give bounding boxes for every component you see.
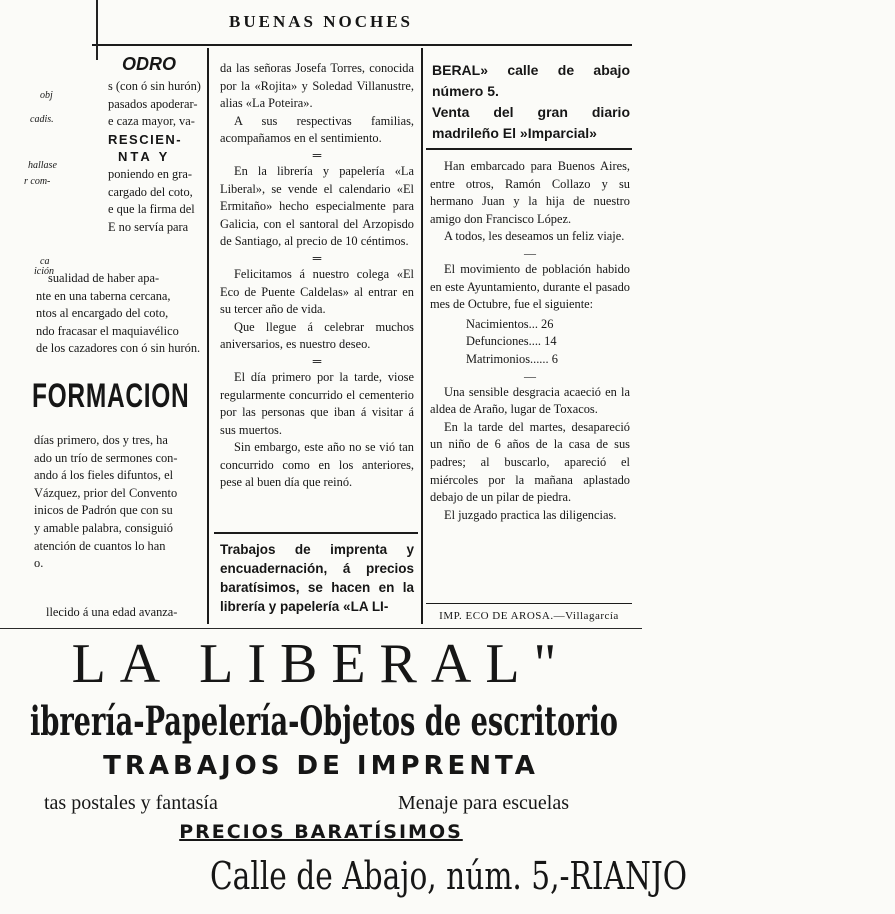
stat-label: Defunciones....: [466, 334, 542, 349]
advert-subtitle: ibrería-Papelería-Objetos de escritorio: [30, 698, 618, 745]
text-line: días primero, dos y tres, ha: [34, 433, 168, 447]
col1-block-c: [34, 432, 204, 573]
column-3: [430, 158, 630, 524]
col1-heading-informacion: [32, 376, 208, 416]
col2-ad-rule: [214, 532, 418, 534]
text-line: pasados apoderar-: [108, 96, 198, 111]
column-2: [220, 60, 414, 492]
stat-row: [430, 316, 630, 334]
text-line: nte en una taberna cercana,: [36, 288, 171, 303]
separator: ═: [312, 250, 322, 265]
advert-address-box: [210, 852, 688, 902]
margin-note: hallase: [28, 160, 57, 171]
text-line: ando á los fieles difuntos, el: [34, 468, 174, 483]
advert-address: Calle de Abajo, núm. 5,-RIANJO: [210, 854, 688, 898]
margin-note: ición: [34, 266, 54, 277]
text-line: o.: [34, 556, 44, 571]
paragraph: A todos, les deseamos un feliz viaje.: [444, 229, 625, 244]
stat-value: 14: [544, 334, 557, 349]
column-divider-2: [421, 48, 423, 624]
advert-postales: tas postales y fantasía: [44, 792, 218, 814]
separator: —: [524, 245, 536, 260]
text-line: NTA Y: [118, 149, 171, 165]
col1-block-d: [34, 604, 204, 622]
stat-row: [430, 333, 630, 351]
text-line: E no servía para: [108, 219, 189, 234]
text-line: RESCIEN-: [108, 131, 183, 147]
margin-note: r com-: [24, 176, 51, 187]
scan-fold-line: [96, 0, 98, 60]
margin-note: ca: [40, 256, 50, 267]
col3-imparcial-ad: Venta del gran diario madrileño El »Imparcial»: [432, 104, 630, 141]
text-line: sualidad de haber apa-: [48, 271, 160, 285]
separator: —: [524, 368, 536, 383]
separator: ═: [312, 353, 322, 368]
advert-top-rule: [0, 628, 642, 629]
advert-precios-text: PRECIOS BARATÍSIMOS: [179, 821, 463, 843]
separator: ═: [312, 147, 322, 162]
col1-block-a: [108, 78, 204, 236]
text-line: e caza mayor, va-: [108, 114, 195, 129]
advert-precios: [0, 820, 642, 844]
paragraph: El día primero por la tarde, viose regularmente concurrido el cementerio por las personas que iban á visitar á sus muertos.: [220, 369, 414, 437]
stat-label: Matrimonios......: [466, 351, 549, 366]
paragraph: En la librería y papelería «La Liberal», se vende el calendario «El Ermitaño» hecho especialmente para Galicia, con el santoral del Arzopisdo de Santiago, al precio de 10 céntimos.: [220, 163, 414, 249]
stat-value: 26: [541, 316, 554, 331]
paragraph: Han embarcado para Buenos Aires, entre otros, Ramón Collazo y su hermano Juan y la hija de nuestro amigo don Francisco López.: [430, 159, 630, 226]
advert-shop-name: LA LIBERAL": [71, 633, 571, 695]
col3-footer-rule: [426, 603, 632, 604]
paragraph: Que llegue á celebrar muchos aniversarios, es nuestro deseo.: [220, 319, 414, 352]
text-line: ado un trío de sermones con-: [34, 450, 178, 465]
advert-trabajos: TRABAJOS DE IMPRENTA: [103, 751, 539, 781]
col2-imprenta-ad: Trabajos de imprenta y encuadernación, á precios baratísimos, se hacen en la librería y papelería «LA LI-: [220, 542, 414, 614]
text-line: atención de cuantos lo han: [34, 538, 166, 553]
paragraph: Una sensible desgracia acaeció en la aldea de Araño, lugar de Toxacos.: [430, 384, 630, 417]
text-line: poniendo en gra-: [108, 166, 192, 181]
text-line: y amable palabra, consiguió: [34, 520, 174, 535]
paragraph: El movimiento de población habido en este Ayuntamiento, durante el pasado mes de Octubre, fue el siguiente:: [430, 261, 630, 312]
col1-block-b: [36, 270, 204, 358]
text-line: inicos de Padrón que con su: [34, 503, 173, 518]
text-line: Vázquez, prior del Convento: [34, 485, 178, 500]
informacion-heading: FORMACION: [32, 377, 190, 415]
stat-label: Nacimientos...: [466, 316, 538, 331]
advert-menaje: Menaje para escuelas: [398, 792, 570, 814]
col3-liberal-ad: BERAL» calle de abajo número 5.: [432, 62, 630, 99]
paragraph: Sin embargo, este año no se vió tan concurrido como en los anteriores, pese al buen día que reinó.: [220, 440, 414, 490]
imprint-footer: IMP. ECO DE AROSA.—Villagarcía: [439, 610, 619, 622]
text-line: ntos al encargado del coto,: [36, 306, 169, 321]
stat-value: 6: [551, 351, 558, 366]
text-line: s (con ó sin hurón): [108, 79, 201, 93]
column-divider-1: [207, 48, 209, 624]
paragraph: Felicitamos á nuestro colega «El Eco de Puente Caldelas» al entrar en su tercer año de vida.: [220, 266, 414, 317]
paragraph: El juzgado practica las diligencias.: [444, 507, 617, 522]
header-rule: [92, 44, 632, 46]
text-line: ndo fracasar el maquiavélico: [36, 323, 179, 338]
paragraph: A sus respectivas familias, acompañamos en el sentimiento.: [220, 113, 414, 146]
col1-heading-top: ODRO: [122, 54, 176, 74]
paragraph: da las señoras Josefa Torres, conocida por la «Rojita» y Soledad Villanustre, alias «La Poteira».: [220, 61, 414, 111]
margin-note: cadis.: [30, 114, 54, 125]
population-stats: [430, 316, 630, 369]
text-line: cargado del coto,: [108, 184, 193, 199]
col3-ad-rule: [426, 148, 632, 150]
page-header-title: BUENAS NOCHES: [228, 12, 413, 31]
text-line: llecido á una edad avanza-: [46, 605, 178, 619]
margin-note: obj: [40, 90, 53, 101]
advert-subtitle-box: [30, 698, 620, 746]
text-line: e que la firma del: [108, 202, 195, 217]
stat-row: [430, 351, 630, 369]
paragraph: En la tarde del martes, desapareció un niño de 6 años de la casa de sus padres; al buscarlo, apareció el miércoles por la mañana aplastado debajo de un pilar de piedra.: [430, 419, 630, 505]
text-line: de los cazadores con ó sin hurón.: [36, 341, 201, 356]
